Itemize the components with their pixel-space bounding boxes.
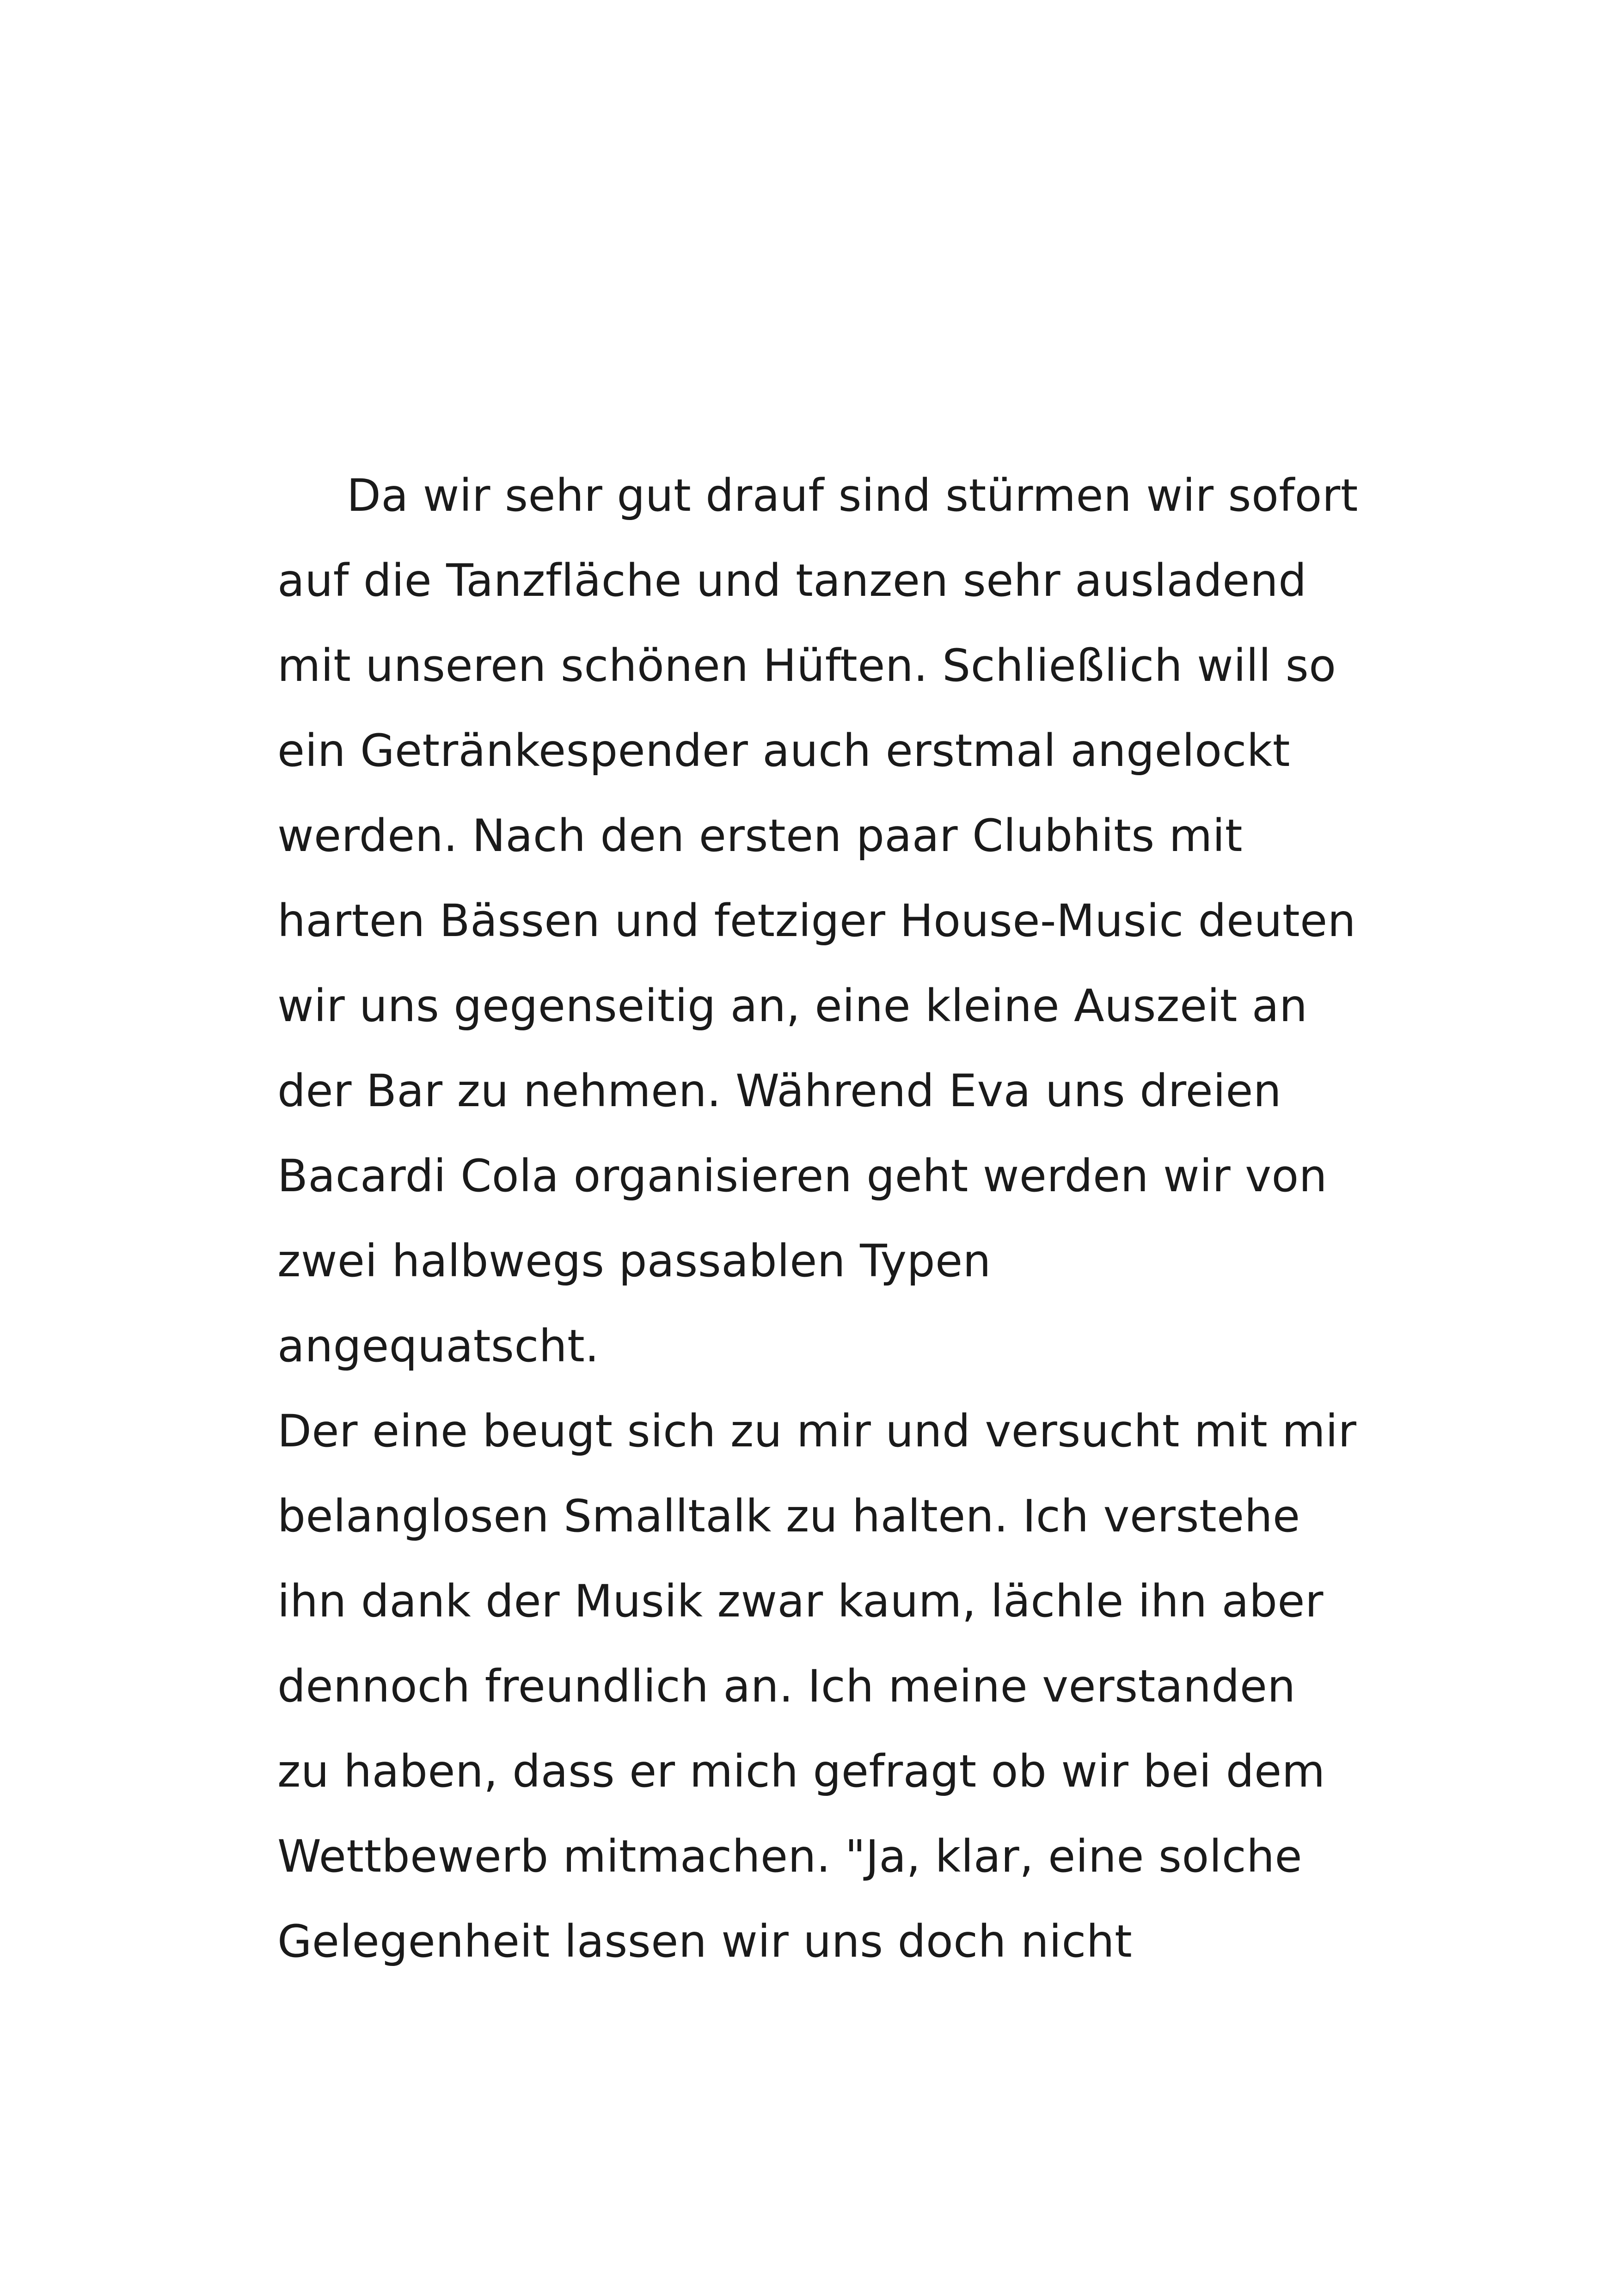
text-line: harten Bässen und fetziger House-Music deuten xyxy=(277,895,1356,947)
text-line: ein Getränkespender auch erstmal angelockt xyxy=(277,725,1291,777)
text-line: mit unseren schönen Hüften. Schließlich will so xyxy=(277,640,1336,692)
text-line: zwei halbwegs passablen Typen xyxy=(277,1235,991,1287)
text-line: werden. Nach den ersten paar Clubhits mit xyxy=(277,810,1243,862)
text-line: Gelegenheit lassen wir uns doch nicht xyxy=(277,1916,1133,1967)
text-line: belanglosen Smalltalk zu halten. Ich verstehe xyxy=(277,1490,1300,1542)
text-line: der Bar zu nehmen. Während Eva uns dreien xyxy=(277,1065,1282,1117)
text-line: wir uns gegenseitig an, eine kleine Auszeit an xyxy=(277,980,1308,1032)
text-line: Wettbewerb mitmachen. "Ja, klar, eine solche xyxy=(277,1831,1303,1882)
text-line: angequatscht. xyxy=(277,1320,600,1372)
text-line: Bacardi Cola organisieren geht werden wir von xyxy=(277,1150,1328,1202)
text-line: Der eine beugt sich zu mir und versucht mit mir xyxy=(277,1405,1357,1457)
text-line: zu haben, dass er mich gefragt ob wir bei dem xyxy=(277,1745,1325,1797)
text-line: ihn dank der Musik zwar kaum, lächle ihn aber xyxy=(277,1575,1324,1627)
body-text xyxy=(277,453,1368,1984)
text-line: auf die Tanzfläche und tanzen sehr ausladend xyxy=(277,555,1307,606)
text-line: dennoch freundlich an. Ich meine verstanden xyxy=(277,1660,1296,1712)
text-line: Da wir sehr gut drauf sind stürmen wir sofort xyxy=(347,470,1358,521)
